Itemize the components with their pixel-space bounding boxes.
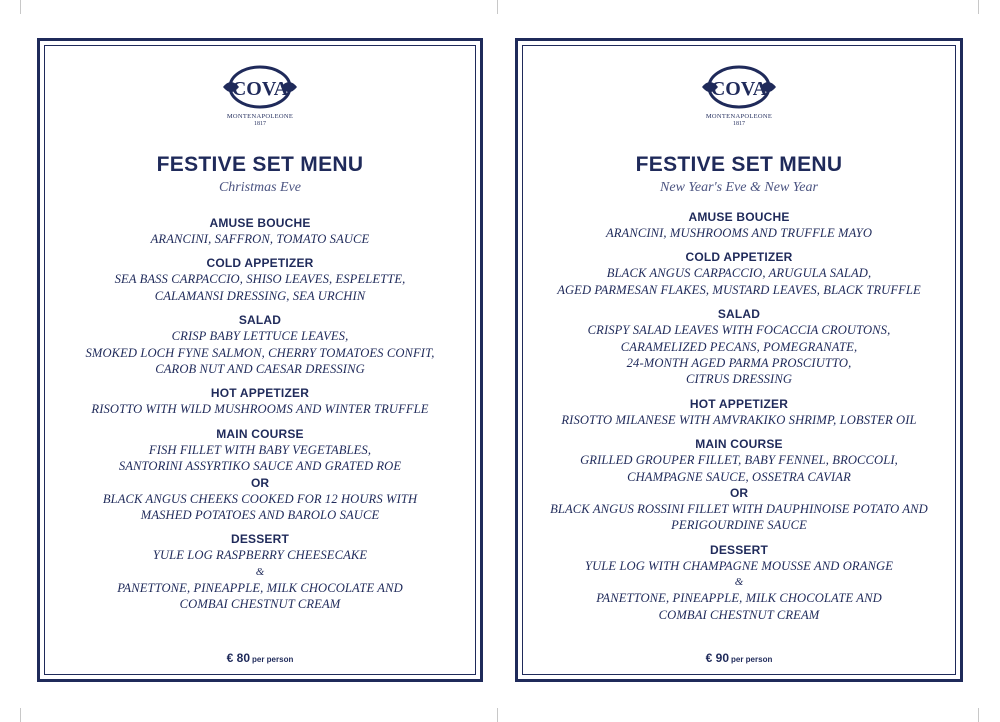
dish-line: PANETTONE, PINEAPPLE, MILK CHOCOLATE AND <box>117 580 403 595</box>
dish-line: YULE LOG WITH CHAMPAGNE MOUSSE AND ORANGE <box>585 558 893 573</box>
course-dessert <box>518 542 960 623</box>
cova-logo-icon <box>700 63 778 111</box>
price-unit: per person <box>252 655 294 664</box>
price <box>40 651 480 665</box>
dish-line: CRISPY SALAD LEAVES WITH FOCACCIA CROUTONS, <box>587 323 891 338</box>
course-cold-appetizer <box>518 249 960 298</box>
dish-line: GRILLED GROUPER FILLET, BABY FENNEL, BROCCOLI, <box>580 453 898 468</box>
menu-title: FESTIVE SET MENU <box>156 153 364 176</box>
menu-title: FESTIVE SET MENU <box>635 153 843 176</box>
crop-mark <box>20 708 21 722</box>
course-heading: MAIN COURSE <box>216 426 304 441</box>
menu-subtitle: Christmas Eve <box>218 180 302 195</box>
course-heading: DESSERT <box>709 542 769 557</box>
cova-logo-icon <box>221 63 299 111</box>
logo-location: MONTENAPOLEONE <box>226 113 294 120</box>
choice-separator: & <box>734 576 744 589</box>
dish-line: CRISP BABY LETTUCE LEAVES, <box>171 329 349 344</box>
cova-logo <box>220 63 300 127</box>
course-amuse-bouche <box>40 215 480 247</box>
course-heading: MAIN COURSE <box>695 437 783 452</box>
logo-year: 1817 <box>254 121 266 127</box>
dish-line: SEA BASS CARPACCIO, SHISO LEAVES, ESPELETTE, <box>114 272 406 287</box>
course-main <box>518 436 960 534</box>
crop-mark <box>20 0 21 14</box>
menu-subtitle: New Year's Eve & New Year <box>660 180 818 195</box>
crop-mark <box>978 708 979 722</box>
course-salad <box>40 312 480 377</box>
crop-mark <box>978 0 979 14</box>
dish-line: CARAMELIZED PECANS, POMEGRANATE, <box>620 339 858 354</box>
course-hot-appetizer <box>40 385 480 417</box>
dish-line: BLACK ANGUS ROSSINI FILLET WITH DAUPHINOISE POTATO AND <box>550 502 928 517</box>
menu-card-christmas <box>37 38 483 682</box>
price-unit: per person <box>731 655 773 664</box>
dish-line: RISOTTO MILANESE WITH AMVRAKIKO SHRIMP, LOBSTER OIL <box>561 412 917 427</box>
course-heading: DESSERT <box>230 532 290 547</box>
cova-logo <box>699 63 779 127</box>
dish-line: COMBAI CHESTNUT CREAM <box>658 607 820 622</box>
dish-line: CHAMPAGNE SAUCE, OSSETRA CAVIAR <box>627 469 851 484</box>
course-heading: COLD APPETIZER <box>685 250 793 265</box>
dish-line: BLACK ANGUS CHEEKS COOKED FOR 12 HOURS WITH <box>102 491 418 506</box>
course-dessert <box>40 531 480 612</box>
course-heading: HOT APPETIZER <box>689 396 789 411</box>
course-heading: AMUSE BOUCHE <box>209 216 311 230</box>
logo-year: 1817 <box>733 121 745 127</box>
dish-line: CITRUS DRESSING <box>685 372 793 387</box>
dish-line: FISH FILLET WITH BABY VEGETABLES, <box>148 442 372 457</box>
dish-line: PERIGOURDINE SAUCE <box>671 518 807 533</box>
course-list <box>40 215 480 621</box>
choice-separator: OR <box>730 486 748 501</box>
dish-line: 24-MONTH AGED PARMA PROSCIUTTO, <box>626 356 852 371</box>
course-cold-appetizer <box>40 255 480 304</box>
crop-mark <box>497 708 498 722</box>
course-heading: AMUSE BOUCHE <box>688 210 790 224</box>
price <box>518 651 960 665</box>
dish-line: CALAMANSI DRESSING, SEA URCHIN <box>154 288 366 303</box>
dish-line: RISOTTO WITH WILD MUSHROOMS AND WINTER TRUFFLE <box>91 402 429 417</box>
dish-line: BLACK ANGUS CARPACCIO, ARUGULA SALAD, <box>606 266 872 281</box>
dish-line: SMOKED LOCH FYNE SALMON, CHERRY TOMATOES CONFIT, <box>85 345 435 360</box>
course-amuse-bouche <box>518 209 960 241</box>
course-heading: SALAD <box>717 307 761 322</box>
logo-location: MONTENAPOLEONE <box>705 113 773 120</box>
course-heading: COLD APPETIZER <box>206 256 314 271</box>
crop-mark <box>497 0 498 14</box>
course-list <box>518 209 960 631</box>
dish-line: ARANCINI, SAFFRON, TOMATO SAUCE <box>150 232 370 246</box>
dish-line: SANTORINI ASSYRTIKO SAUCE AND GRATED ROE <box>118 459 402 474</box>
choice-separator: OR <box>251 475 269 490</box>
course-salad <box>518 306 960 388</box>
course-main <box>40 426 480 524</box>
dish-line: AGED PARMESAN FLAKES, MUSTARD LEAVES, BLACK TRUFFLE <box>557 282 921 297</box>
dish-line: ARANCINI, MUSHROOMS AND TRUFFLE MAYO <box>605 226 873 240</box>
choice-separator: & <box>255 565 265 578</box>
dish-line: COMBAI CHESTNUT CREAM <box>179 597 341 612</box>
svg-text:COVA: COVA <box>231 78 289 100</box>
course-heading: HOT APPETIZER <box>210 386 310 401</box>
course-heading: SALAD <box>238 313 282 328</box>
dish-line: PANETTONE, PINEAPPLE, MILK CHOCOLATE AND <box>596 591 882 606</box>
dish-line: MASHED POTATOES AND BAROLO SAUCE <box>140 508 380 523</box>
dish-line: YULE LOG RASPBERRY CHEESECAKE <box>152 548 368 563</box>
dish-line: CAROB NUT AND CAESAR DRESSING <box>155 362 365 377</box>
course-hot-appetizer <box>518 396 960 428</box>
menu-card-new-year <box>515 38 963 682</box>
price-amount: € 80 <box>226 651 250 665</box>
svg-text:COVA: COVA <box>710 78 768 100</box>
price-amount: € 90 <box>705 651 729 665</box>
